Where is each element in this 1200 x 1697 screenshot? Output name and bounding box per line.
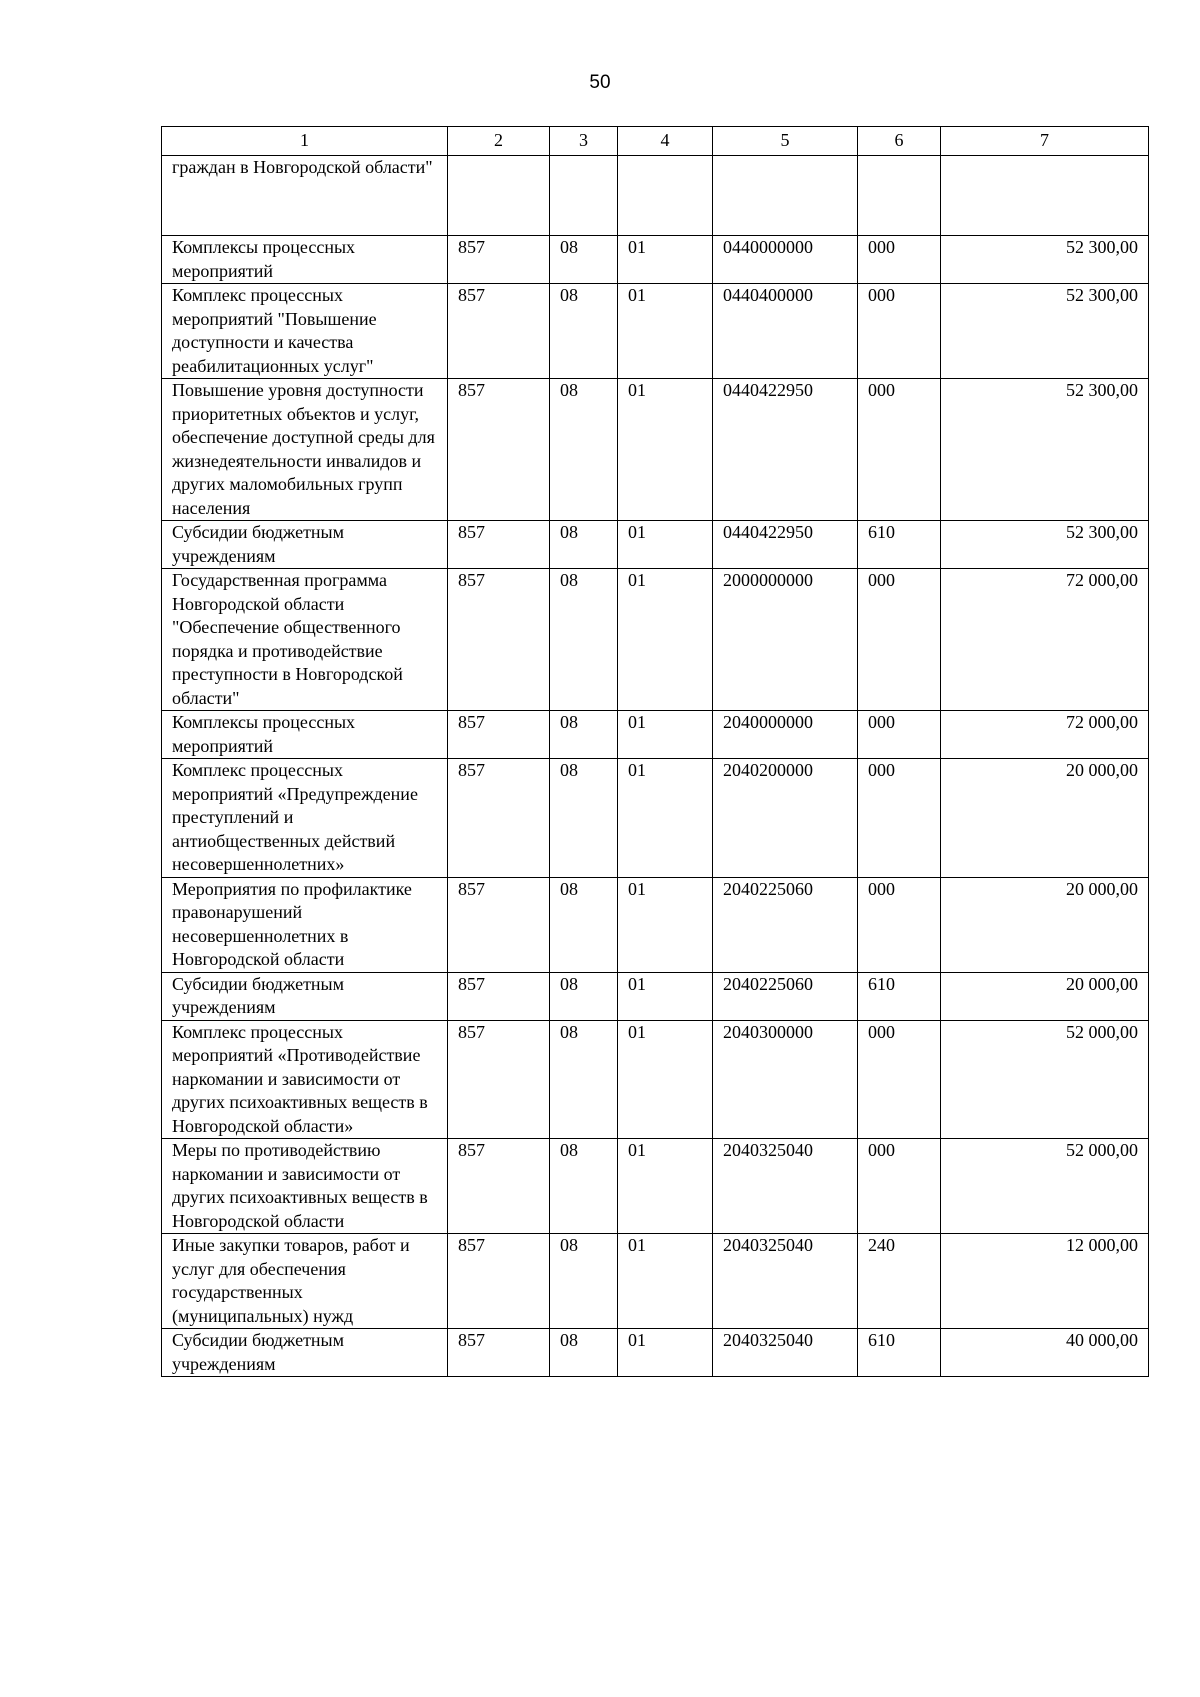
cell-subsection: 01 xyxy=(618,877,713,972)
cell-amount: 20 000,00 xyxy=(941,759,1149,878)
table-row xyxy=(162,521,1149,569)
cell-target-article: 2000000000 xyxy=(713,569,858,711)
cell-ministry: 857 xyxy=(448,759,550,878)
cell-ministry xyxy=(448,156,550,236)
table-row xyxy=(162,284,1149,379)
cell-name: Повышение уровня доступности приоритетных объектов и услуг, обеспечение доступной среды для жизнедеятельности инвалидов и других маломобильных групп населения xyxy=(162,379,448,521)
cell-target-article: 2040300000 xyxy=(713,1020,858,1139)
cell-subsection: 01 xyxy=(618,1234,713,1329)
cell-name: Субсидии бюджетным учреждениям xyxy=(162,972,448,1020)
cell-ministry: 857 xyxy=(448,1234,550,1329)
cell-name: Субсидии бюджетным учреждениям xyxy=(162,1329,448,1377)
cell-expense-type: 000 xyxy=(858,877,941,972)
cell-name: Субсидии бюджетным учреждениям xyxy=(162,521,448,569)
cell-expense-type: 610 xyxy=(858,972,941,1020)
cell-subsection: 01 xyxy=(618,521,713,569)
cell-section xyxy=(550,156,618,236)
cell-subsection: 01 xyxy=(618,379,713,521)
header-row xyxy=(162,127,1149,156)
cell-section: 08 xyxy=(550,759,618,878)
column-header: 6 xyxy=(858,127,941,156)
cell-target-article: 2040325040 xyxy=(713,1139,858,1234)
column-header: 4 xyxy=(618,127,713,156)
cell-target-article: 2040000000 xyxy=(713,711,858,759)
cell-section: 08 xyxy=(550,236,618,284)
cell-section: 08 xyxy=(550,877,618,972)
cell-subsection: 01 xyxy=(618,236,713,284)
table-row xyxy=(162,711,1149,759)
cell-ministry: 857 xyxy=(448,1329,550,1377)
cell-expense-type: 000 xyxy=(858,284,941,379)
cell-subsection: 01 xyxy=(618,1329,713,1377)
cell-name: граждан в Новгородской области" xyxy=(162,156,448,236)
cell-name: Государственная программа Новгородской области "Обеспечение общественного порядка и противодействие преступности в Новгородской области" xyxy=(162,569,448,711)
budget-table xyxy=(161,126,1149,1377)
cell-subsection: 01 xyxy=(618,711,713,759)
cell-subsection: 01 xyxy=(618,569,713,711)
table-row xyxy=(162,156,1149,236)
cell-amount: 52 000,00 xyxy=(941,1139,1149,1234)
table-row xyxy=(162,1020,1149,1139)
cell-amount: 72 000,00 xyxy=(941,569,1149,711)
cell-subsection: 01 xyxy=(618,972,713,1020)
cell-section: 08 xyxy=(550,521,618,569)
cell-ministry: 857 xyxy=(448,1139,550,1234)
cell-name: Мероприятия по профилактике правонарушений несовершеннолетних в Новгородской области xyxy=(162,877,448,972)
cell-section: 08 xyxy=(550,711,618,759)
table-row xyxy=(162,877,1149,972)
cell-amount xyxy=(941,156,1149,236)
cell-section: 08 xyxy=(550,1020,618,1139)
cell-expense-type: 000 xyxy=(858,711,941,759)
cell-section: 08 xyxy=(550,1139,618,1234)
cell-expense-type: 000 xyxy=(858,569,941,711)
column-header: 1 xyxy=(162,127,448,156)
table-row xyxy=(162,1234,1149,1329)
cell-section: 08 xyxy=(550,972,618,1020)
cell-amount: 20 000,00 xyxy=(941,877,1149,972)
cell-ministry: 857 xyxy=(448,972,550,1020)
cell-subsection: 01 xyxy=(618,1020,713,1139)
cell-ministry: 857 xyxy=(448,284,550,379)
cell-amount: 12 000,00 xyxy=(941,1234,1149,1329)
cell-expense-type xyxy=(858,156,941,236)
cell-name: Иные закупки товаров, работ и услуг для обеспечения государственных (муниципальных) нужд xyxy=(162,1234,448,1329)
column-header: 5 xyxy=(713,127,858,156)
cell-amount: 20 000,00 xyxy=(941,972,1149,1020)
cell-subsection: 01 xyxy=(618,284,713,379)
cell-amount: 52 300,00 xyxy=(941,379,1149,521)
cell-amount: 52 300,00 xyxy=(941,521,1149,569)
cell-section: 08 xyxy=(550,284,618,379)
cell-amount: 72 000,00 xyxy=(941,711,1149,759)
cell-amount: 52 300,00 xyxy=(941,284,1149,379)
cell-ministry: 857 xyxy=(448,236,550,284)
cell-amount: 52 300,00 xyxy=(941,236,1149,284)
cell-target-article: 2040325040 xyxy=(713,1234,858,1329)
cell-subsection: 01 xyxy=(618,759,713,878)
cell-name: Комплекс процессных мероприятий «Предупреждение преступлений и антиобщественных действий несовершеннолетних» xyxy=(162,759,448,878)
cell-amount: 52 000,00 xyxy=(941,1020,1149,1139)
cell-name: Комплекс процессных мероприятий "Повышение доступности и качества реабилитационных услуг" xyxy=(162,284,448,379)
table-row xyxy=(162,569,1149,711)
table-row xyxy=(162,236,1149,284)
cell-ministry: 857 xyxy=(448,877,550,972)
cell-section: 08 xyxy=(550,1234,618,1329)
cell-expense-type: 000 xyxy=(858,1139,941,1234)
cell-ministry: 857 xyxy=(448,711,550,759)
cell-ministry: 857 xyxy=(448,569,550,711)
cell-expense-type: 000 xyxy=(858,379,941,521)
cell-target-article: 0440422950 xyxy=(713,521,858,569)
cell-section: 08 xyxy=(550,379,618,521)
table-row xyxy=(162,759,1149,878)
column-header: 3 xyxy=(550,127,618,156)
cell-expense-type: 610 xyxy=(858,1329,941,1377)
cell-expense-type: 240 xyxy=(858,1234,941,1329)
cell-expense-type: 610 xyxy=(858,521,941,569)
table-row xyxy=(162,1139,1149,1234)
cell-target-article: 2040200000 xyxy=(713,759,858,878)
column-header: 2 xyxy=(448,127,550,156)
table-row xyxy=(162,1329,1149,1377)
cell-target-article: 2040225060 xyxy=(713,877,858,972)
cell-ministry: 857 xyxy=(448,379,550,521)
cell-target-article xyxy=(713,156,858,236)
cell-name: Комплексы процессных мероприятий xyxy=(162,236,448,284)
cell-subsection: 01 xyxy=(618,1139,713,1234)
cell-subsection xyxy=(618,156,713,236)
cell-amount: 40 000,00 xyxy=(941,1329,1149,1377)
cell-name: Комплексы процессных мероприятий xyxy=(162,711,448,759)
cell-target-article: 2040225060 xyxy=(713,972,858,1020)
cell-target-article: 0440000000 xyxy=(713,236,858,284)
cell-section: 08 xyxy=(550,1329,618,1377)
cell-expense-type: 000 xyxy=(858,759,941,878)
cell-ministry: 857 xyxy=(448,1020,550,1139)
column-header: 7 xyxy=(941,127,1149,156)
cell-section: 08 xyxy=(550,569,618,711)
cell-name: Комплекс процессных мероприятий «Противодействие наркомании и зависимости от других психоактивных веществ в Новгородской области» xyxy=(162,1020,448,1139)
cell-ministry: 857 xyxy=(448,521,550,569)
cell-name: Меры по противодействию наркомании и зависимости от других психоактивных веществ в Новгородской области xyxy=(162,1139,448,1234)
cell-expense-type: 000 xyxy=(858,1020,941,1139)
table-row xyxy=(162,379,1149,521)
cell-expense-type: 000 xyxy=(858,236,941,284)
page-number: 50 xyxy=(589,72,611,93)
table-row xyxy=(162,972,1149,1020)
cell-target-article: 2040325040 xyxy=(713,1329,858,1377)
cell-target-article: 0440400000 xyxy=(713,284,858,379)
cell-target-article: 0440422950 xyxy=(713,379,858,521)
